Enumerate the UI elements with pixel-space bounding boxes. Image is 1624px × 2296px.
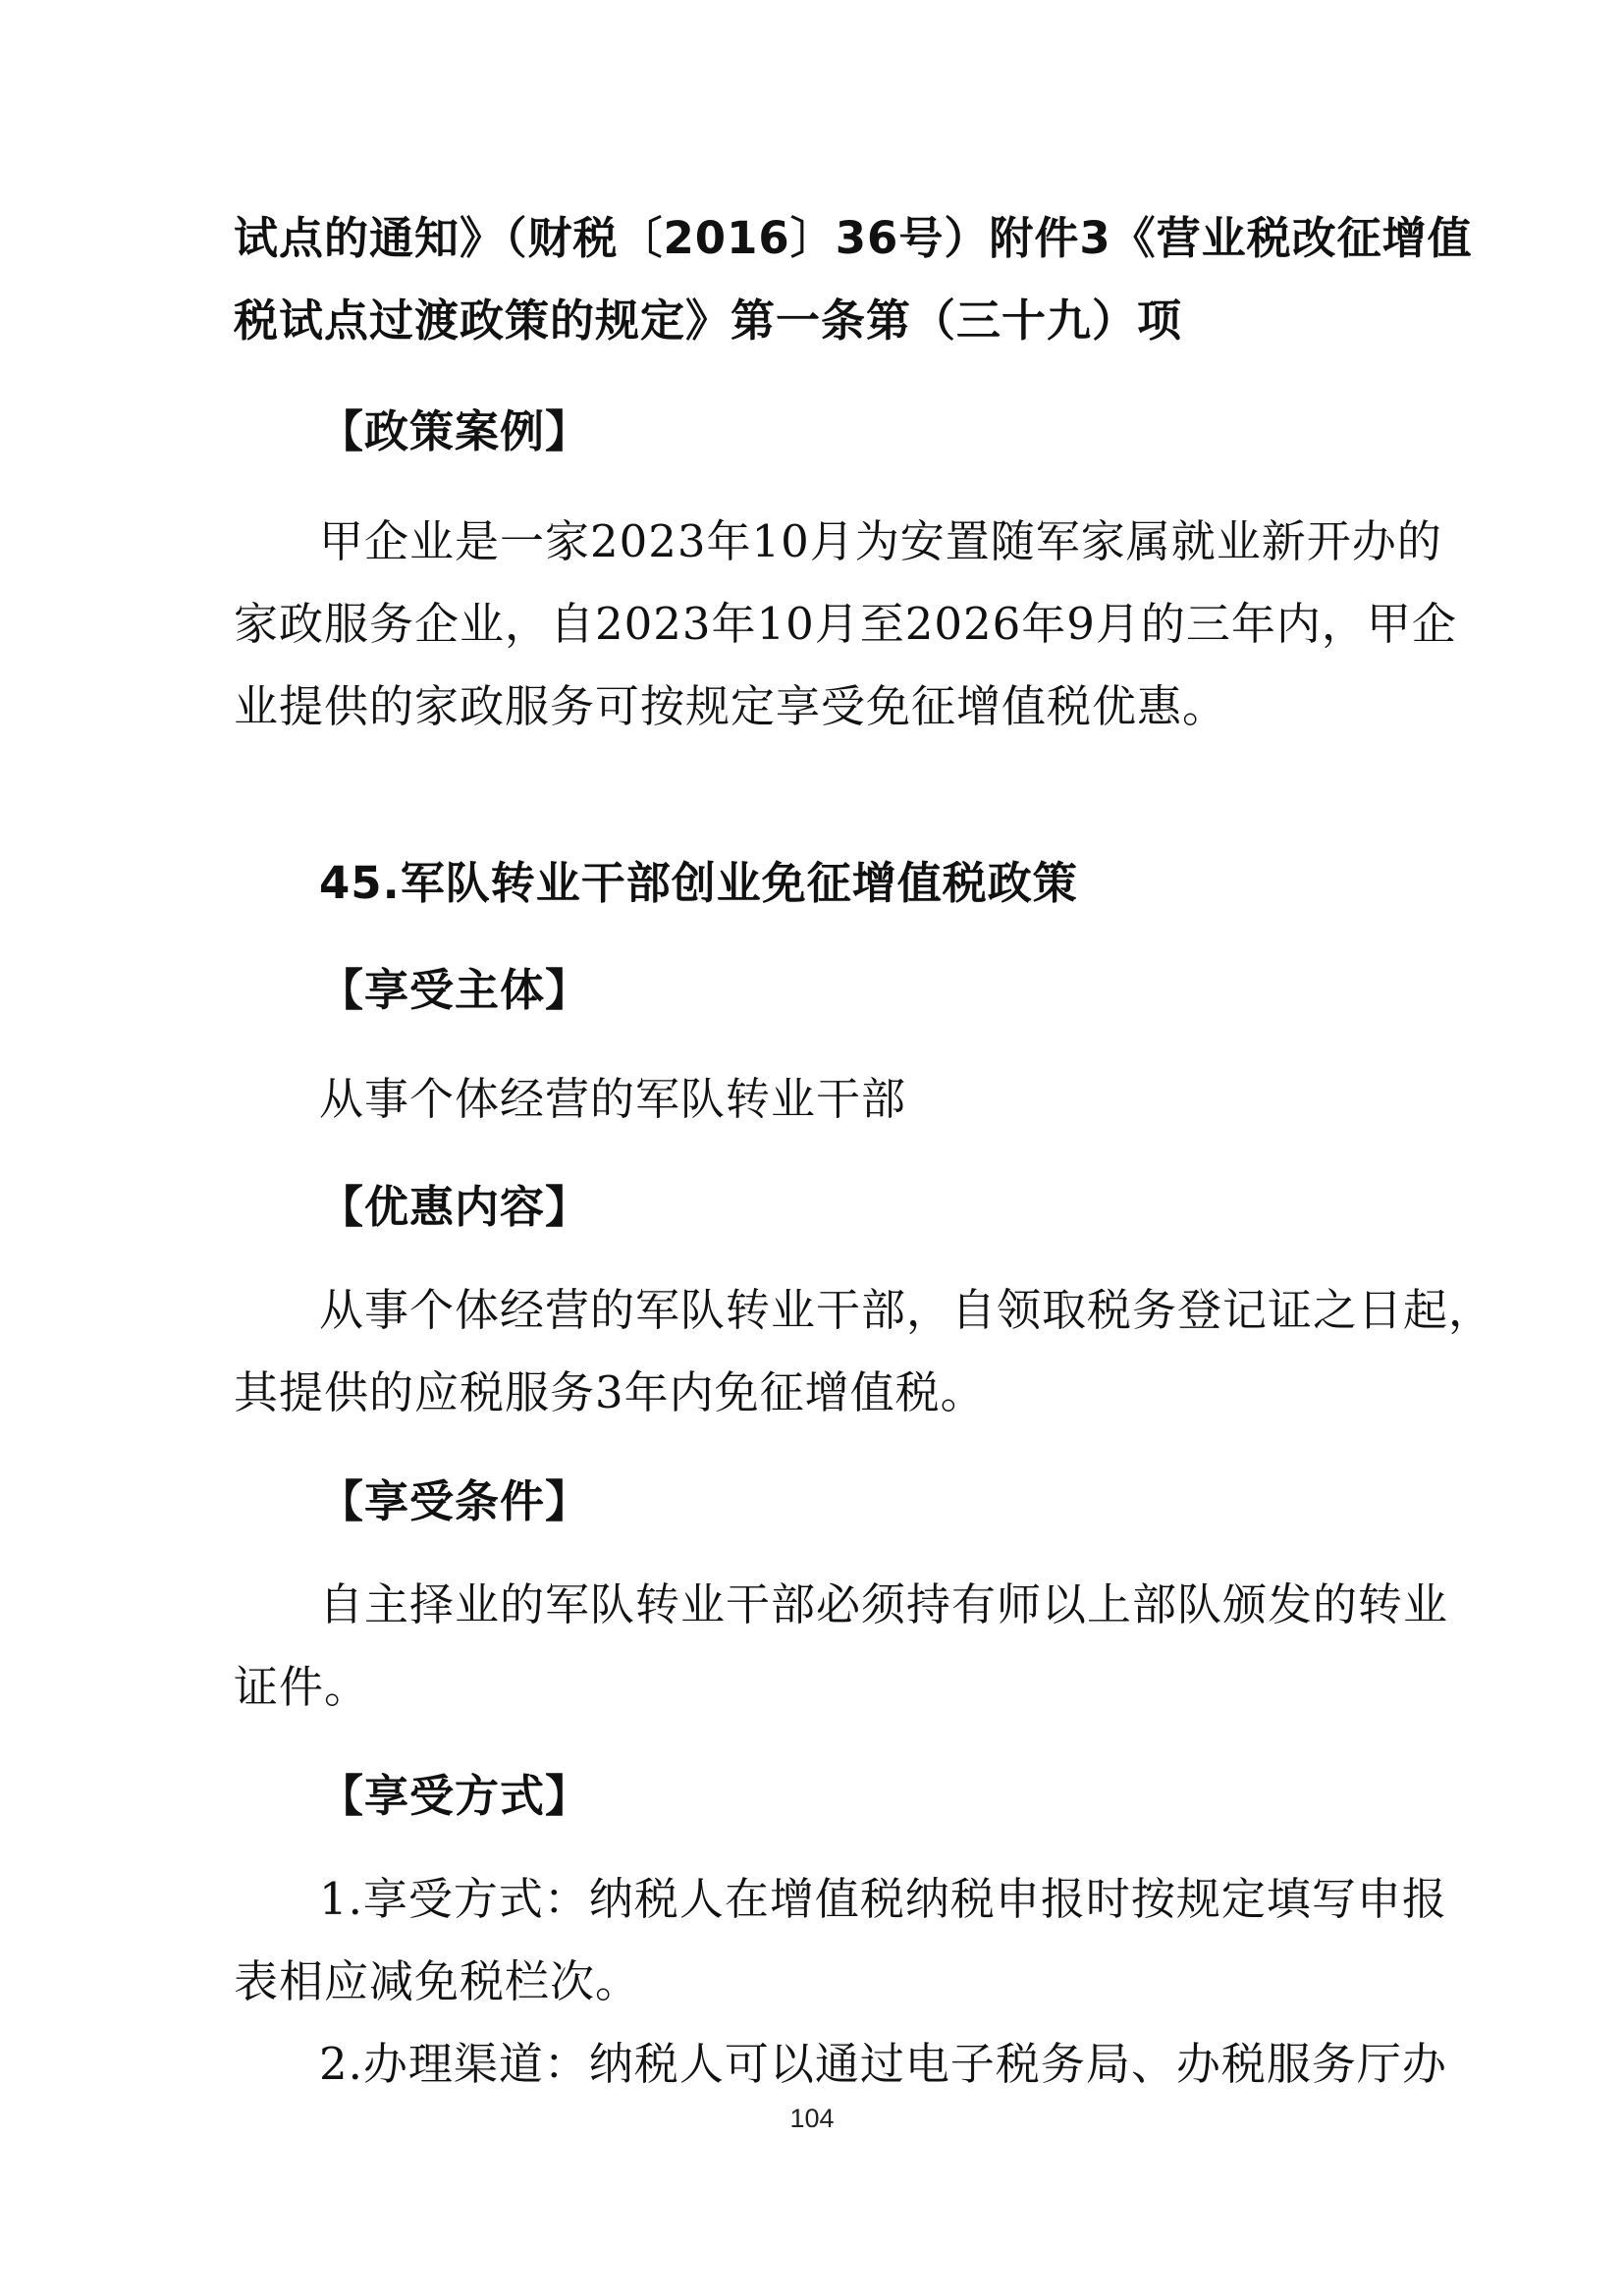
paragraph-line-method-3: 2.办理渠道：纳税人可以通过电子税务局、办税服务厅办 [319,2038,1447,2090]
paragraph-line-benefit-1: 从事个体经营的军队转业干部，自领取税务登记证之日起， [319,1284,1494,1336]
paragraph-line-legal-reference-2: 税试点过渡政策的规定》第一条第（三十九）项 [234,294,1183,347]
policy-title: 45.军队转业干部创业免征增值税政策 [319,857,1078,909]
section-heading-conditions: 【享受条件】 [319,1475,591,1527]
page-number: 104 [789,2104,835,2133]
paragraph-line-method-1: 1.享受方式：纳税人在增值税纳税申报时按规定填写申报 [319,1873,1447,1925]
section-heading-policy-case: 【政策案例】 [319,405,591,457]
paragraph-line-case-2: 家政服务企业，自2023年10月至2026年9月的三年内，甲企 [234,598,1457,650]
paragraph-line-legal-reference-1: 试点的通知》（财税〔2016〕36号）附件3《营业税改征增值 [234,212,1473,264]
paragraph-line-conditions-1: 自主择业的军队转业干部必须持有师以上部队颁发的转业 [319,1578,1449,1630]
paragraph-line-case-1: 甲企业是一家2023年10月为安置随军家属就业新开办的 [319,515,1442,567]
section-heading-benefit-content: 【优惠内容】 [319,1181,591,1233]
paragraph-line-conditions-2: 证件。 [234,1661,370,1713]
section-heading-beneficiary: 【享受主体】 [319,964,591,1016]
paragraph-line-method-2: 表相应减免税栏次。 [234,1955,641,2007]
paragraph-line-beneficiary: 从事个体经营的军队转业干部 [319,1073,907,1125]
paragraph-line-case-3: 业提供的家政服务可按规定享受免征增值税优惠。 [234,680,1228,732]
section-heading-method: 【享受方式】 [319,1770,591,1822]
paragraph-line-benefit-2: 其提供的应税服务3年内免征增值税。 [234,1366,986,1418]
